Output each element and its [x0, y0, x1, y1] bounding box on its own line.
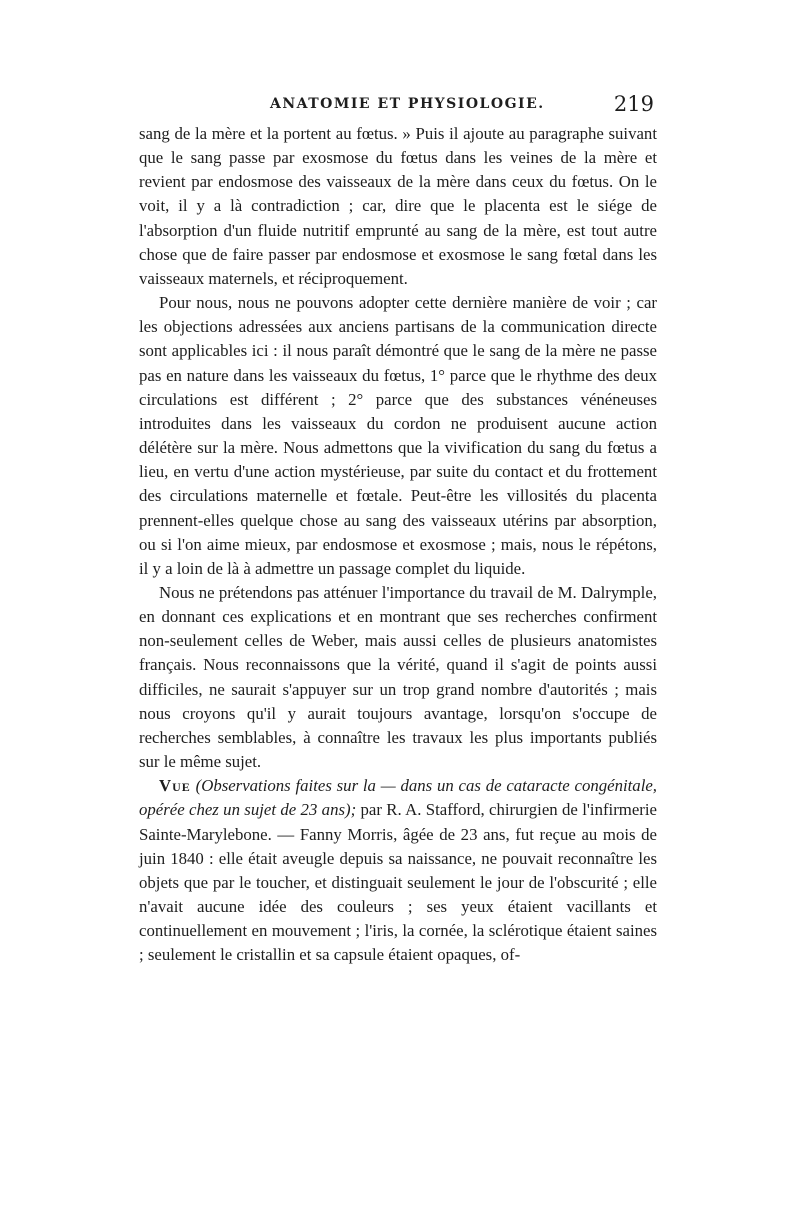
- section-lead-word: Vue: [159, 776, 191, 796]
- section-text: par R. A. Stafford, chirurgien de l'infirmerie Sainte-Marylebone. — Fanny Morris, âgée de 23 ans, fut reçue au mois de juin 1840 : elle était aveugle depuis sa naissance, ne pouvait reconnaître les objets que par le toucher, et distinguait seulement le jour de l'obscurité ; elle n'avait aucune idée des couleurs ; ses yeux étaient vacillants et continuellement en mouvement ; l'iris, la cornée, la sclérotique étaient saines ; seulement le cristallin et sa capsule étaient opaques, of-: [139, 800, 657, 965]
- running-header: [140, 92, 660, 120]
- paragraph-4: [139, 774, 657, 967]
- section-subtitle: (Observations faites sur la — dans un cas de cataracte congénitale, opérée chez un sujet de 23 ans);: [139, 776, 657, 820]
- page-number: 219: [613, 92, 654, 116]
- paragraph-3: Nous ne prétendons pas atténuer l'importance du travail de M. Dalrymple, en donnant ces explications et en montrant que ses recherches confirment non-seulement celles de Weber, mais aussi celles de plusieurs anatomistes français. Nous reconnaissons que la vérité, quand il s'agit de points aussi difficiles, ne saurait s'appuyer sur un trop grand nombre d'autorités ; mais nous croyons qu'il y aurait toujours avantage, lorsqu'on s'occupe de recherches semblables, à connaître les travaux les plus importants publiés sur le même sujet.: [139, 582, 657, 772]
- body-text: [139, 122, 657, 967]
- paragraph-1: sang de la mère et la portent au fœtus. » Puis il ajoute au paragraphe suivant que le sang passe par exosmose du fœtus dans les veines de la mère et revient par endosmose des vaisseaux de la mère dans ceux du fœtus. On le voit, il y a là contradiction ; car, dire que le placenta est le siége de l'absorption d'un fluide nutritif emprunté au sang de la mère, est tout autre chose que de faire passer par endosmose et exosmose le sang fœtal dans les vaisseaux maternels, et réciproquement.: [139, 124, 657, 288]
- running-title: ANATOMIE ET PHYSIOLOGIE.: [270, 96, 545, 112]
- paragraph-2: Pour nous, nous ne pouvons adopter cette dernière manière de voir ; car les objections adressées aux anciens partisans de la communication directe sont applicables ici : il nous paraît démontré que le sang de la mère ne passe pas en nature dans les vaisseaux du fœtus, 1° parce que le rhythme des deux circulations est différent ; 2° parce que des substances vénéneuses introduites dans les vaisseaux du cordon ne produisent aucune action délétère sur la mère. Nous admettons que la vivification du sang du fœtus a lieu, en vertu d'une action mystérieuse, par suite du contact et du frottement des circulations maternelle et fœtale. Peut-être les villosités du placenta prennent-elles quelque chose au sang des vaisseaux utérins par absorption, ou si l'on aime mieux, par endosmose et exosmose ; mais, nous le répétons, il y a loin de là à admettre un passage complet du liquide.: [139, 293, 657, 578]
